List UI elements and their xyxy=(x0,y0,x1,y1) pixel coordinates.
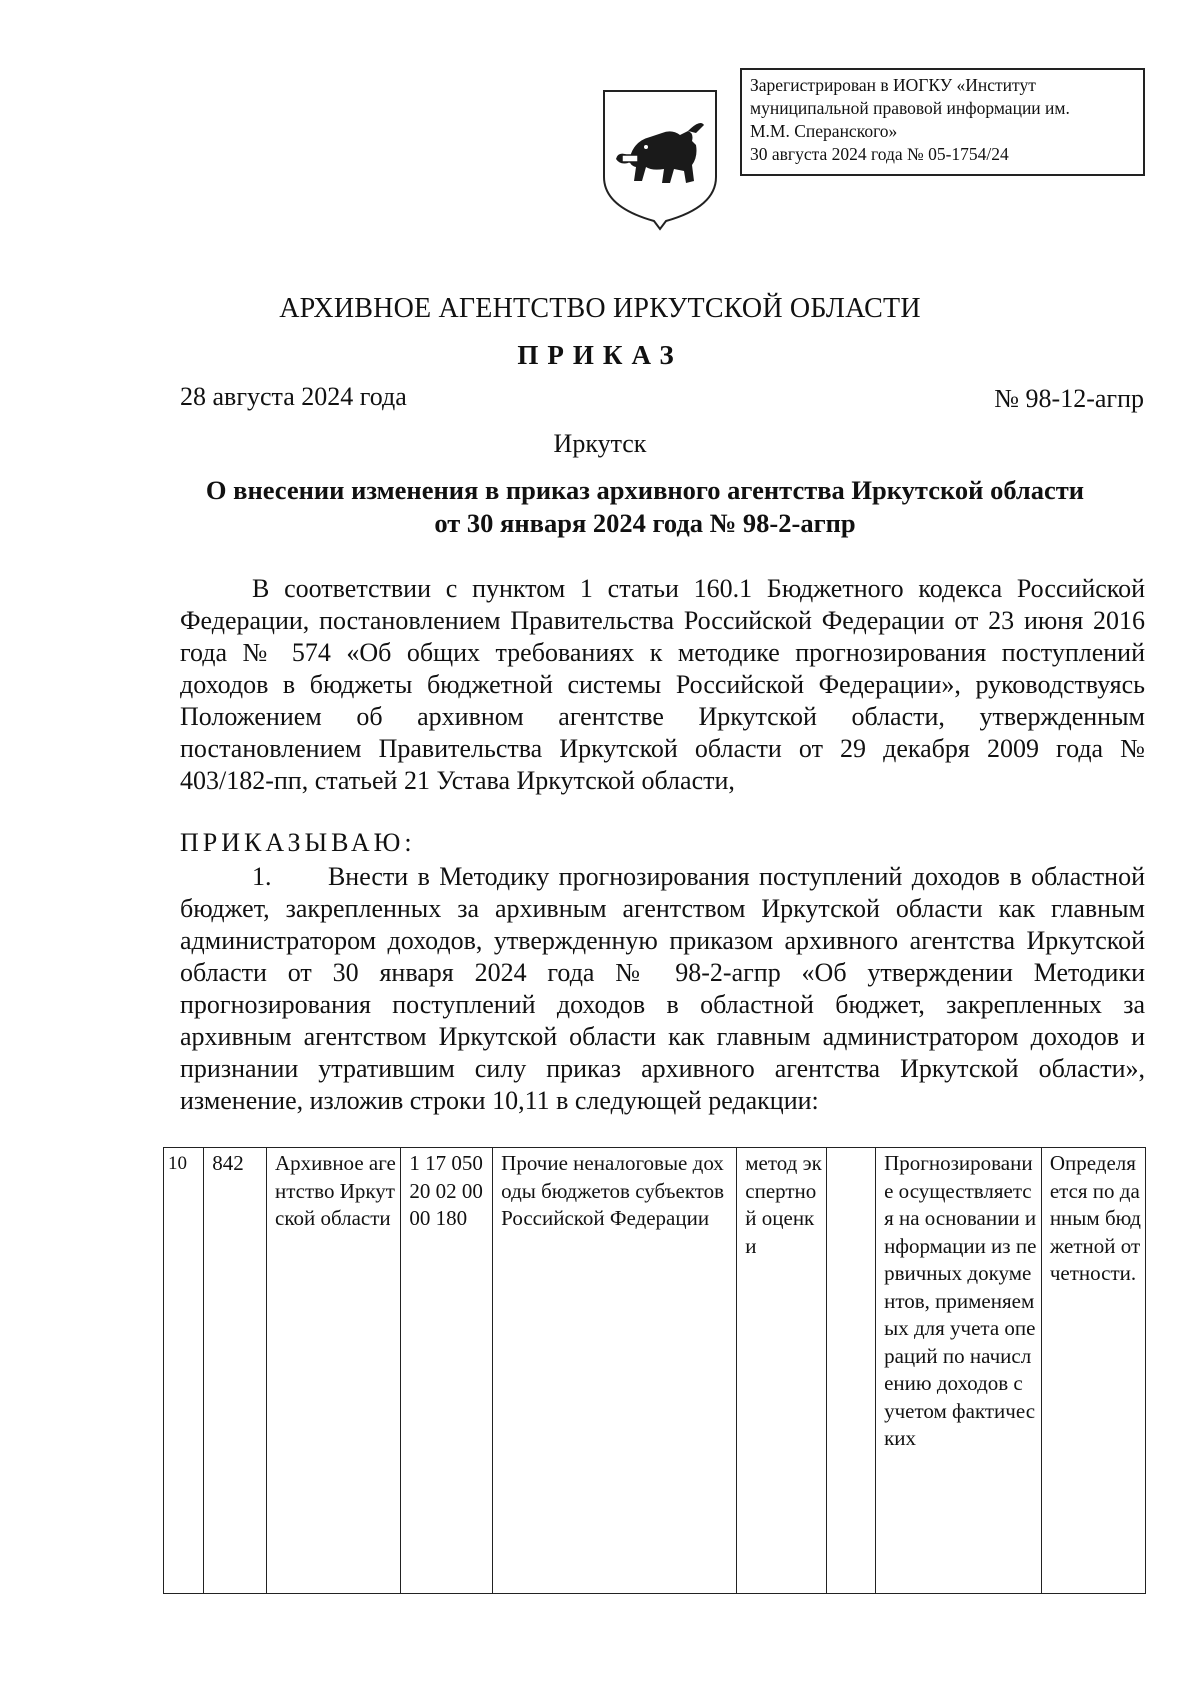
registration-line: М.М. Сперанского» xyxy=(750,121,898,141)
document-type: ПРИКАЗ xyxy=(517,340,683,370)
preamble-paragraph: В соответствии с пунктом 1 статьи 160.1 Бюджетного кодекса Российской Федерации, постановлением Правительства Российской Федерации от 23 июня 2016 года № 574 «Об общих требованиях к методике прогнозирования поступлений доходов в бюджеты бюджетной системы Российской Федерации», руководствуясь Положением об архивном агентстве Иркутской области, утвержденным постановлением Правительства Иркутской области от 29 декабря 2009 года № 403/182-пп, статьей 21 Устава Иркутской области, xyxy=(180,574,1145,795)
registration-line: 30 августа 2024 года № 05-1754/24 xyxy=(750,144,1009,164)
cell-algorithm: Прогнозирование осуществляется на основании информации из первичных документов, применяемых для учета операций по начислению доходов с учетом фактических xyxy=(876,1148,1042,1594)
agency-name: АРХИВНОЕ АГЕНТСТВО ИРКУТСКОЙ ОБЛАСТИ xyxy=(279,293,921,324)
cell-method: метод экспертной оценки xyxy=(737,1148,827,1594)
order-date: 28 августа 2024 года xyxy=(180,382,407,411)
cell-administrator: Архивное агентство Иркутской области xyxy=(267,1148,401,1594)
table-row xyxy=(164,1148,1146,1594)
cell-row-number: 10 xyxy=(164,1148,204,1594)
irkutsk-coat-of-arms-icon xyxy=(600,85,720,235)
heading-line: от 30 января 2024 года № 98-2-агпр xyxy=(434,508,856,538)
cell-data-source: Определяется по данным бюджетной отчетности. xyxy=(1041,1148,1145,1594)
cell-kbk: 1 17 05020 02 00 00 180 xyxy=(401,1148,493,1594)
registration-stamp xyxy=(740,68,1145,176)
order-number: № 98-12-агпр xyxy=(994,384,1144,413)
revenue-table xyxy=(163,1147,1146,1594)
orders-word: ПРИКАЗЫВАЮ: xyxy=(180,828,416,857)
item-1-paragraph: 1. Внести в Методику прогнозирования поступлений доходов в областной бюджет, закрепленных за архивным агентством Иркутской области как главным администратором доходов, утвержденную приказом архивного агентства Иркутской области от 30 января 2024 года № 98-2-агпр «Об утверждении Методики прогнозирования поступлений доходов в областной бюджет, закрепленных за архивным агентством Иркутской области как главным администратором доходов и признании утратившим силу приказ архивного агентства Иркутской области», изменение, изложив строки 10,11 в следующей редакции: xyxy=(180,862,1145,1115)
cell-revenue-name: Прочие неналоговые доходы бюджетов субъектов Российской Федерации xyxy=(493,1148,737,1594)
order-heading xyxy=(150,474,1140,540)
cell-admin-code: 842 xyxy=(204,1148,267,1594)
order-city: Иркутск xyxy=(553,429,647,458)
cell-formula xyxy=(826,1148,875,1594)
registration-line: муниципальной правовой информации им. xyxy=(750,98,1070,118)
registration-line: Зарегистрирован в ИОГКУ «Институт xyxy=(750,75,1036,95)
heading-line: О внесении изменения в приказ архивного агентства Иркутской области xyxy=(205,475,1085,505)
